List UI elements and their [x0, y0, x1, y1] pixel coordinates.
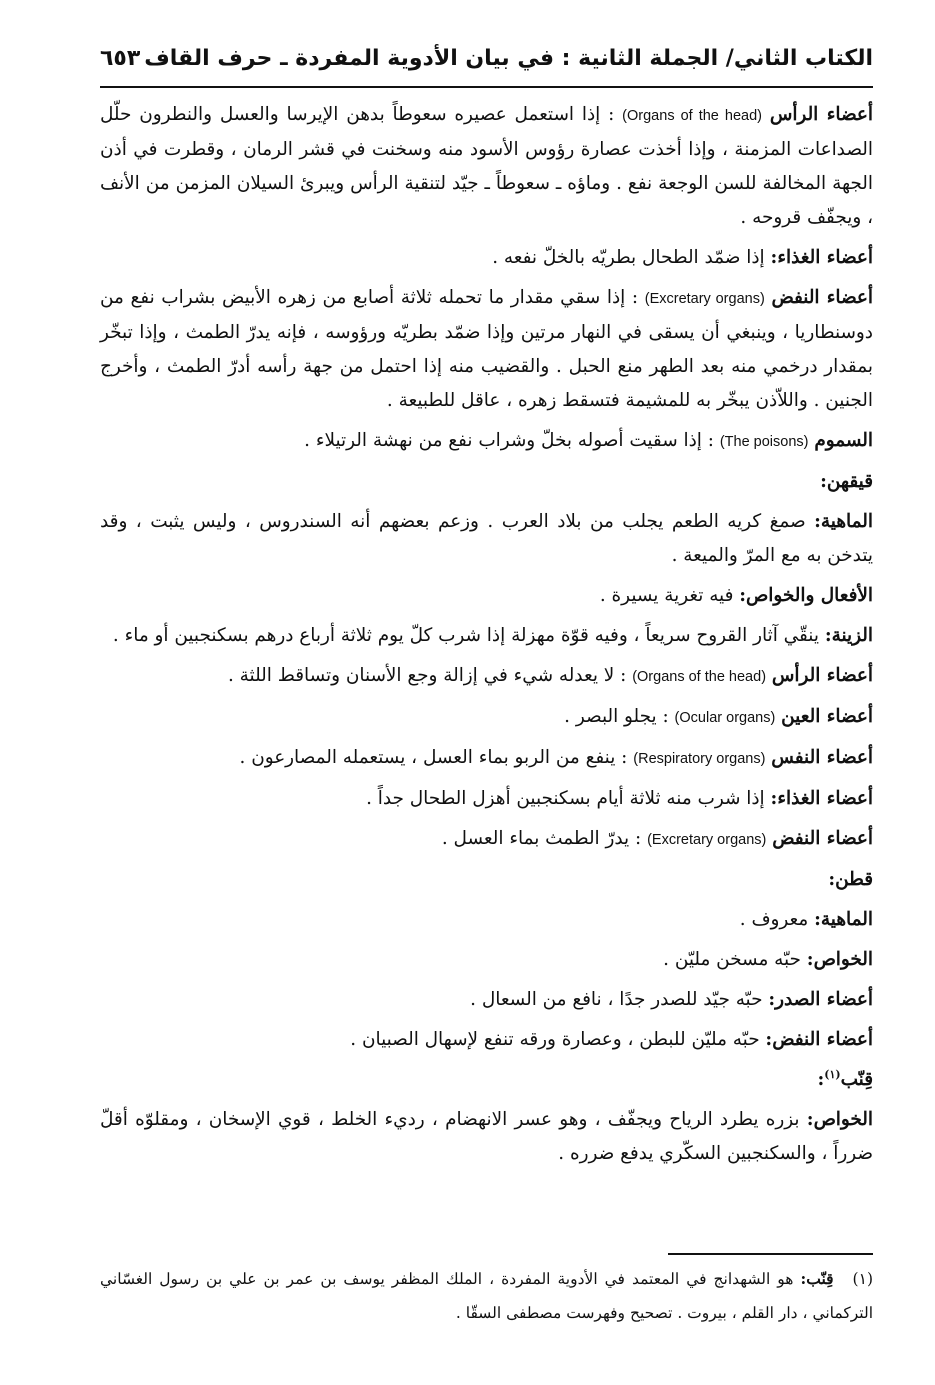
entry-heading: أعضاء النفض [772, 828, 873, 849]
entry-heading: الماهية: [814, 511, 873, 532]
footnote-label: قِنّب: [800, 1269, 834, 1288]
entry-heading: أعضاء النفض [771, 287, 873, 308]
entry-heading: أعضاء العين [781, 706, 873, 727]
paragraph [100, 424, 873, 459]
english-gloss: (Excretary organs) [644, 291, 765, 307]
paragraph [100, 579, 873, 613]
footnote-reference[interactable]: (١) [824, 1067, 841, 1081]
running-header [100, 38, 873, 78]
entry-heading: أعضاء النفس [771, 747, 873, 768]
paragraph [100, 700, 873, 735]
entry-text: ينقّي آثار القروح سريعاً ، وفيه قوّة مهزلة إذا شرب كلّ يوم ثلاثة أرباع درهم بسكنجبين أو ماء . [112, 625, 819, 646]
page-number: ٦٥٣ [100, 45, 141, 71]
entry-heading: أعضاء النفض: [765, 1029, 873, 1050]
entry-heading: أعضاء الرأس [769, 104, 873, 125]
entry-text: : ينفع من الربو بماء العسل ، يستعمله المصارعون . [239, 747, 628, 768]
page-body [100, 98, 873, 1171]
header-rule [100, 86, 873, 88]
entry-text: بزره يطرد الرياح ويجفّف ، وهو عسر الانهضام ، رديء الخلط ، قوي الإسخان ، ومقلوّه أقلّ ضرراً ، والسكنجبين السكّري يدفع ضرره . [100, 1109, 873, 1164]
paragraph [100, 281, 873, 418]
footnote-text: هو الشهدانج في المعتمد في الأدوية المفردة ، الملك المظفر يوسف بن عمر بن علي بن رسول الغسّاني التركماني ، دار القلم ، بيروت . تصحيح وفهرست مصطفى السقّا . [100, 1270, 873, 1322]
english-gloss: (Ocular organs) [674, 710, 776, 726]
paragraph [100, 943, 873, 977]
header-title: الكتاب الثاني/ الجملة الثانية : في بيان الأدوية المفردة ـ حرف القاف [144, 45, 873, 71]
entry-text: : إذا سقيت أصوله بخلّ وشراب نفع من نهشة الرتيلاء . [304, 430, 714, 451]
paragraph [100, 619, 873, 653]
section-heading-text: قِنّب [840, 1069, 873, 1090]
entry-text: حبّه مليّن للبطن ، وعصارة ورقه تنفع لإسهال الصبيان . [350, 1029, 760, 1050]
paragraph [100, 782, 873, 816]
section-heading [100, 1063, 873, 1097]
entry-heading: الخواص: [806, 949, 873, 970]
paragraph [100, 505, 873, 573]
entry-heading: الزينة: [824, 625, 873, 646]
footnote [100, 1262, 873, 1330]
entry-heading: الماهية: [814, 909, 873, 930]
paragraph [100, 822, 873, 857]
english-gloss: (Organs of the head) [632, 669, 767, 685]
entry-heading: السموم [814, 430, 873, 451]
entry-text: : إذا سقي مقدار ما تحمله ثلاثة أصابع من زهره الأبيض بشراب نفع من دوسنطاريا ، وينبغي أن يسقى في النهار مرتين وإذا ضمّد بطريّه ورؤوسه ، فإنه يدرّ الطمث ، وإذا تبخّر بمقدار درخمي منه بعد الطهر منع الحبل . والقضيب منه إذا احتمل من جهة رأسه أدرّ الطمث ، وأخرج الجنين . واللاّذن يبخّر به للمشيمة فتسقط زهره ، عاقل للطبيعة . [100, 287, 873, 411]
section-heading: قطن: [828, 869, 873, 890]
entry-heading: أعضاء الرأس [771, 665, 873, 686]
entry-text: إذا شرب منه ثلاثة أيام بسكنجبين أهزل الطحال جداً . [366, 788, 765, 809]
entry-heading: الخواص: [806, 1109, 873, 1130]
paragraph [100, 741, 873, 776]
entry-heading: الأفعال والخواص: [739, 585, 873, 606]
footnote-marker: (١) [852, 1270, 873, 1288]
paragraph [100, 903, 873, 937]
entry-text: حبّه جيّد للصدر جدًا ، نافع من السعال . [470, 989, 763, 1010]
entry-text: : إذا استعمل عصيره سعوطاً بدهن الإيرسا والعسل والنطرون حلّل الصداعات المزمنة ، وإذا أخذت عصارة رؤوس الأسود منه وسخنت في قشر الرمان ، وقطرت في أذن الجهة المخالفة للسن الوجعة نفع . وماؤه ـ سعوطاً ـ جيّد لتنقية الرأس ويبرئ السيلان المزمن من الأنف ، ويجفّف قروحه . [100, 104, 873, 228]
english-gloss: (Respiratory organs) [633, 751, 766, 767]
entry-text: معروف . [739, 909, 809, 930]
heading-colon: : [817, 1069, 825, 1090]
entry-text: إذا ضمّد الطحال بطريّه بالخلّ نفعه . [492, 247, 765, 268]
entry-heading: أعضاء الغذاء: [770, 788, 873, 809]
paragraph [100, 983, 873, 1017]
english-gloss: (The poisons) [719, 434, 809, 450]
english-gloss: (Organs of the head) [622, 108, 763, 124]
entry-text: : يجلو البصر . [564, 706, 669, 727]
entry-heading: أعضاء الغذاء: [770, 247, 873, 268]
section-heading: قيقهن: [820, 471, 873, 492]
paragraph [100, 1103, 873, 1171]
paragraph [100, 659, 873, 694]
paragraph [100, 98, 873, 235]
english-gloss: (Excretary organs) [647, 832, 767, 848]
entry-text: صمغ كريه الطعم يجلب من بلاد العرب . وزعم بعضهم أنه السندروس ، وليس يثبت ، وقد يتدخن به مع المرّ والميعة . [100, 511, 873, 566]
entry-heading: أعضاء الصدر: [768, 989, 873, 1010]
entry-text: فيه تغرية يسيرة . [599, 585, 734, 606]
footnote-rule [668, 1253, 873, 1255]
entry-text: : لا يعدله شيء في إزالة وجع الأسنان وتساقط اللثة . [227, 665, 627, 686]
paragraph [100, 1023, 873, 1057]
entry-text: : يدرّ الطمث بماء العسل . [441, 828, 642, 849]
entry-text: حبّه مسخن مليّن . [663, 949, 801, 970]
paragraph [100, 241, 873, 275]
